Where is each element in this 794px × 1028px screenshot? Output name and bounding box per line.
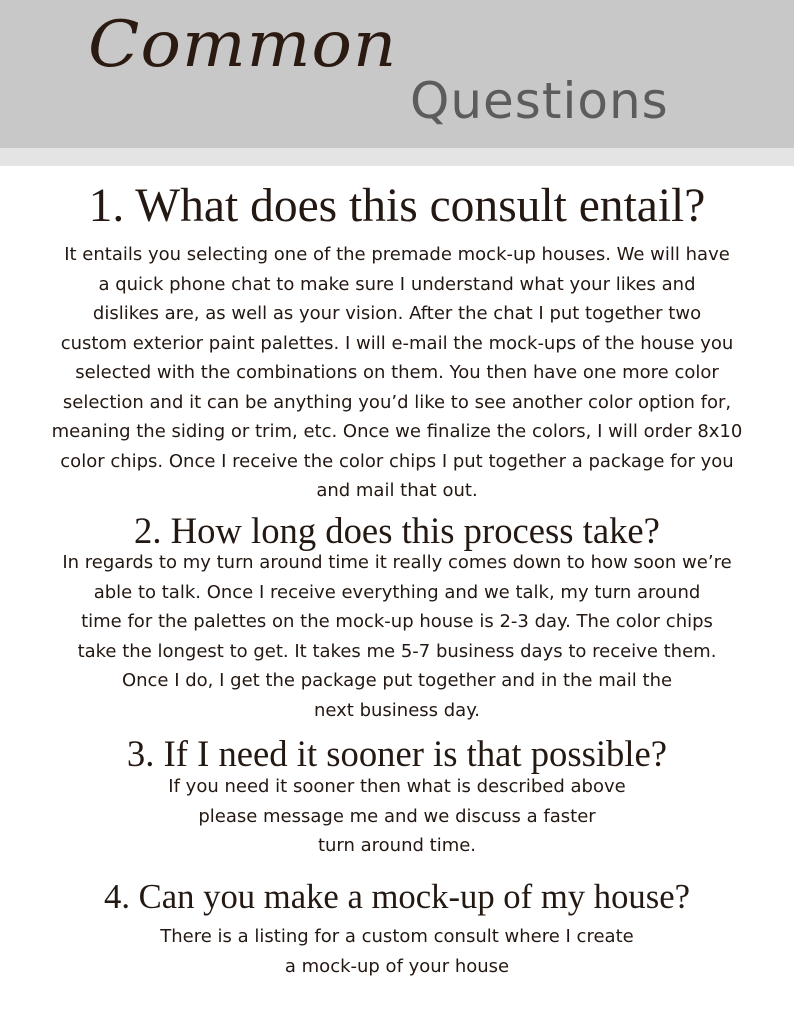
faq-question-4: 4. Can you make a mock-up of my house? [103, 877, 690, 916]
faq-answer-4 [4, 922, 790, 981]
answer-line: meaning the siding or trim, etc. Once we finalize the colors, I will order 8x10 [51, 421, 743, 442]
answer-line: and mail that out. [316, 480, 478, 501]
answer-line: please message me and we discuss a faster [198, 805, 596, 827]
answer-line: It entails you selecting one of the premade mock-up houses. We will have [64, 244, 730, 265]
answer-line: In regards to my turn around time it really comes down to how soon we’re [62, 552, 732, 573]
answer-line: a mock-up of your house [284, 955, 510, 977]
answer-line: color chips. Once I receive the color chips I put together a package for you [60, 450, 734, 472]
answer-line: selection and it can be anything you’d like to see another color option for, [62, 391, 732, 413]
answer-line: time for the palettes on the mock-up house is 2-3 day. The color chips [81, 611, 713, 632]
faq-answer-2 [4, 548, 790, 725]
header-divider-strip [0, 148, 794, 166]
title-script-word: Common [88, 8, 398, 82]
answer-line: Once I do, I get the package put together and in the mail the [121, 670, 673, 691]
answer-line: If you need it sooner then what is described above [168, 776, 626, 797]
faq-question-2: 2. How long does this process take? [134, 511, 660, 552]
answer-line: next business day. [313, 699, 481, 721]
answer-line: selected with the combinations on them. You then have one more color [75, 362, 719, 383]
answer-line: able to talk. Once I receive everything and we talk, my turn around [93, 581, 701, 603]
answer-line: There is a listing for a custom consult where I create [160, 926, 634, 947]
answer-line: custom exterior paint palettes. I will e-mail the mock-ups of the house you [60, 332, 734, 354]
faq-answer-1 [4, 240, 790, 506]
faq-question-1: 1. What does this consult entail? [88, 179, 706, 232]
answer-line: turn around time. [317, 835, 477, 856]
answer-line: dislikes are, as well as your vision. After the chat I put together two [92, 303, 702, 324]
faq-question-3: 3. If I need it sooner is that possible? [126, 734, 668, 775]
faq-answer-3 [4, 772, 790, 861]
title-questions-word: Questions [410, 72, 669, 130]
answer-line: take the longest to get. It takes me 5-7 business days to receive them. [77, 640, 717, 662]
answer-line: a quick phone chat to make sure I understand what your likes and [98, 273, 696, 295]
